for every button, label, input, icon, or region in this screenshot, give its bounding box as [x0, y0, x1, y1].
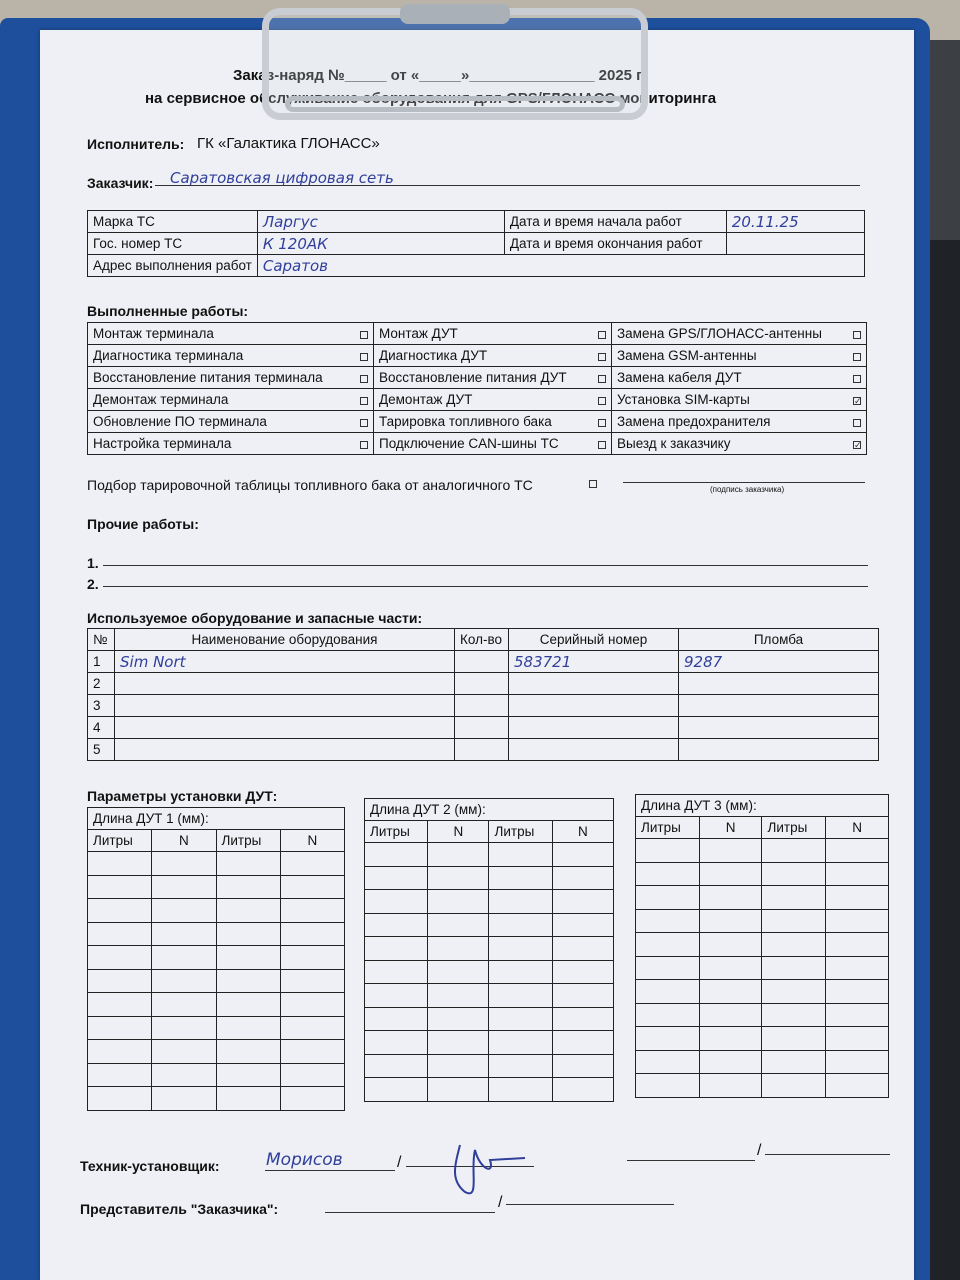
- dut-col-header: N: [826, 817, 889, 839]
- table-row: [365, 843, 614, 867]
- dut-cell[interactable]: [636, 1050, 700, 1074]
- work-item: Подключение CAN-шины ТС: [374, 433, 612, 455]
- dut-cell[interactable]: [365, 1078, 428, 1102]
- work-item: Монтаж терминала: [88, 323, 374, 345]
- dut-cell[interactable]: [280, 875, 344, 899]
- dut-cell[interactable]: [699, 909, 762, 933]
- dut-cell[interactable]: [280, 1016, 344, 1040]
- table-row: [88, 1087, 345, 1111]
- table-row: [365, 890, 614, 914]
- table-row: [88, 899, 345, 923]
- dut-cell[interactable]: [636, 933, 700, 957]
- table-row: [88, 1040, 345, 1064]
- dut-cell[interactable]: [762, 886, 826, 910]
- col-header: Пломба: [679, 629, 879, 651]
- dut-cell[interactable]: [552, 843, 613, 867]
- dut-cell[interactable]: [699, 1050, 762, 1074]
- table-row: [365, 1007, 614, 1031]
- dut-cell[interactable]: [280, 969, 344, 993]
- dut-col-header: Литры: [216, 830, 280, 852]
- checkbox[interactable]: [853, 375, 861, 383]
- work-item: Замена GSM-антенны: [612, 345, 867, 367]
- plate-value: К 120АК: [257, 233, 504, 255]
- dut-cell[interactable]: [636, 1027, 700, 1051]
- dut-cell[interactable]: [489, 1007, 552, 1031]
- table-row: [636, 862, 889, 886]
- dut-cell[interactable]: [88, 1087, 152, 1111]
- dut-cell[interactable]: [365, 937, 428, 961]
- dut-cell[interactable]: [826, 886, 889, 910]
- dut-cell[interactable]: [280, 946, 344, 970]
- dut-cell[interactable]: [552, 913, 613, 937]
- work-item: Замена кабеля ДУТ: [612, 367, 867, 389]
- dut-cell[interactable]: [762, 909, 826, 933]
- dut-cell[interactable]: [489, 960, 552, 984]
- dut-cell[interactable]: [88, 1040, 152, 1064]
- other-work-1-label: 1.: [87, 555, 99, 571]
- dut-cell[interactable]: [216, 899, 280, 923]
- work-item: Тарировка топливного бака: [374, 411, 612, 433]
- dut-cell[interactable]: [826, 980, 889, 1004]
- plate-label: Гос. номер ТС: [88, 233, 258, 255]
- checkbox[interactable]: [598, 375, 606, 383]
- dut-cell[interactable]: [280, 922, 344, 946]
- dut-col-header: Литры: [88, 830, 152, 852]
- dut-col-header: Литры: [489, 821, 552, 843]
- dut-cell[interactable]: [428, 913, 489, 937]
- work-item: Замена предохранителя: [612, 411, 867, 433]
- customer-label: Заказчик:: [87, 175, 154, 191]
- dut-caption: Длина ДУТ 2 (мм):: [365, 799, 614, 821]
- dut-cell[interactable]: [826, 862, 889, 886]
- dut-table-1: [87, 807, 345, 1111]
- table-row: [365, 1078, 614, 1102]
- dut-cell[interactable]: [216, 852, 280, 876]
- dut-cell[interactable]: [699, 1074, 762, 1098]
- table-row: [365, 866, 614, 890]
- dut-cell[interactable]: [280, 1063, 344, 1087]
- dut-cell[interactable]: [762, 839, 826, 863]
- dut-cell[interactable]: [699, 839, 762, 863]
- dut-col-header: Литры: [365, 821, 428, 843]
- checkbox[interactable]: [360, 419, 368, 427]
- technician-name: Морисов: [266, 1150, 343, 1170]
- dut-cell[interactable]: [489, 1054, 552, 1078]
- table-row: [365, 937, 614, 961]
- dut-cell[interactable]: [699, 886, 762, 910]
- technician-signature: [420, 1140, 540, 1200]
- dut-col-header: N: [280, 830, 344, 852]
- dut-cell[interactable]: [88, 1063, 152, 1087]
- table-row: [365, 1031, 614, 1055]
- dut-cell[interactable]: [365, 960, 428, 984]
- checkbox[interactable]: [598, 331, 606, 339]
- table-row: [636, 1003, 889, 1027]
- dut-cell[interactable]: [152, 1040, 216, 1064]
- dut-cell[interactable]: [152, 1063, 216, 1087]
- dut-cell[interactable]: [826, 1027, 889, 1051]
- executor-value: ГК «Галактика ГЛОНАСС»: [197, 135, 380, 152]
- dut-cell[interactable]: [826, 1003, 889, 1027]
- work-item: Восстановление питания терминала: [88, 367, 374, 389]
- dut-cell[interactable]: [152, 852, 216, 876]
- dut-cell[interactable]: [428, 1054, 489, 1078]
- dut-cell[interactable]: [762, 1003, 826, 1027]
- work-item: Выезд к заказчику ✓: [612, 433, 867, 455]
- checkbox[interactable]: [853, 353, 861, 361]
- clipboard-clip-handle: [285, 96, 625, 112]
- dut-cell[interactable]: [216, 1087, 280, 1111]
- dut-col-header: N: [428, 821, 489, 843]
- dut-cell[interactable]: [365, 1054, 428, 1078]
- dut-cell[interactable]: [428, 1078, 489, 1102]
- end-time-value: [726, 233, 864, 255]
- dut-cell[interactable]: [699, 862, 762, 886]
- works-title: Выполненные работы:: [87, 303, 249, 319]
- technician-label: Техник-установщик:: [80, 1158, 220, 1174]
- dut-cell[interactable]: [762, 956, 826, 980]
- dut-cell[interactable]: [216, 1063, 280, 1087]
- dut-cell[interactable]: [88, 899, 152, 923]
- form-title-line2: на сервисное обслуживание оборудования для GPS/ГЛОНАСС мониторинга: [145, 90, 717, 107]
- checkbox[interactable]: [598, 353, 606, 361]
- start-time-value: 20.11.25: [726, 211, 864, 233]
- dut-cell[interactable]: [365, 866, 428, 890]
- dut-cell[interactable]: [552, 890, 613, 914]
- calibration-checkbox[interactable]: [589, 480, 597, 488]
- dut-cell[interactable]: [280, 899, 344, 923]
- dut-caption: Длина ДУТ 3 (мм):: [636, 795, 889, 817]
- calibration-label: Подбор тарировочной таблицы топливного бака от аналогичного ТС: [87, 477, 533, 493]
- dut-cell[interactable]: [365, 1007, 428, 1031]
- dut-cell[interactable]: [636, 956, 700, 980]
- table-row: 3: [88, 695, 879, 717]
- table-row: 5: [88, 739, 879, 761]
- checkbox[interactable]: [853, 331, 861, 339]
- table-row: [365, 913, 614, 937]
- dut-cell[interactable]: [762, 933, 826, 957]
- vehicle-info-table: [87, 210, 865, 277]
- checkbox[interactable]: [360, 353, 368, 361]
- dut-cell[interactable]: [216, 922, 280, 946]
- dut-cell[interactable]: [826, 1074, 889, 1098]
- start-time-label: Дата и время начала работ: [504, 211, 726, 233]
- dut-cell[interactable]: [489, 890, 552, 914]
- works-table: [87, 322, 867, 455]
- address-label: Адрес выполнения работ: [88, 255, 258, 277]
- dut-cell[interactable]: [216, 875, 280, 899]
- dut-cell[interactable]: [552, 984, 613, 1008]
- table-row: [88, 946, 345, 970]
- dut-cell[interactable]: [280, 993, 344, 1017]
- checkbox[interactable]: [598, 441, 606, 449]
- work-item: Диагностика ДУТ: [374, 345, 612, 367]
- dut-cell[interactable]: [489, 937, 552, 961]
- dut-cell[interactable]: [636, 980, 700, 1004]
- dut-cell[interactable]: [826, 1050, 889, 1074]
- dut-cell[interactable]: [552, 866, 613, 890]
- dut-title: Параметры установки ДУТ:: [87, 788, 278, 804]
- dut-caption: Длина ДУТ 1 (мм):: [88, 808, 345, 830]
- work-item: Установка SIM-карты ✓: [612, 389, 867, 411]
- dut-cell[interactable]: [280, 852, 344, 876]
- dut-cell[interactable]: [365, 1031, 428, 1055]
- dut-cell[interactable]: [428, 890, 489, 914]
- dut-cell[interactable]: [280, 1087, 344, 1111]
- table-row: [365, 984, 614, 1008]
- work-item: Обновление ПО терминала: [88, 411, 374, 433]
- work-item: Настройка терминала: [88, 433, 374, 455]
- other-work-2-label: 2.: [87, 576, 99, 592]
- dut-col-header: N: [152, 830, 216, 852]
- order-form-sheet: Заказ-наряд №_____ от «_____»_______________ 2025 г. на сервисное обслуживание оборудования для GPS/ГЛОНАСС мониторинга Исполнитель: ГК «Галактика ГЛОНАСС» Заказчик: Саратовская цифровая сеть Марка ТС Ларгус Дата и время начала работ 20.11.25 Гос. номер ТС К 120АК Дата и время окончания работ Адрес выполнения работ Саратов Выполненные работы: Монтаж терминала Монтаж ДУТ Замена GPS/ГЛОНАСС-антенны Диагностика терминала Диагностика ДУТ Замена GSM-антенны Восстановление питания терминала Восстановление питания ДУТ Замена кабеля ДУТ Демонтаж терминала Демонтаж ДУТ Установка SIM-карты ✓ Обновление ПО терминала Тарировка топливного бака Замена предохранителя Настройка терминала Подключение CAN-шины ТС Выезд к заказчику ✓ Подбор тарировочной таблицы топливного бака от аналогичного ТС (подпись заказчика) Прочие работы: 1. 2. Используемое оборудование и запасные части: № Наименование оборудования Кол-во Серийный номер Пломба 1 Sim Nort 583721 9287 2 3 4 5 Параметры установки ДУТ: Длина ДУТ 1 (мм): Литры N Литры N Длина ДУТ 2 (мм): Литры N Литры N Длина ДУТ 3 (мм): Литры N Литры N Техник-установщик: Морисов / / Представитель "Заказчика": /: [40, 30, 914, 1280]
- work-item: Демонтаж ДУТ: [374, 389, 612, 411]
- dut-cell[interactable]: [152, 946, 216, 970]
- work-item: Восстановление питания ДУТ: [374, 367, 612, 389]
- dut-cell[interactable]: [552, 937, 613, 961]
- dut-cell[interactable]: [152, 922, 216, 946]
- table-row: [636, 886, 889, 910]
- table-row: [636, 1050, 889, 1074]
- table-row: [636, 980, 889, 1004]
- end-time-label: Дата и время окончания работ: [504, 233, 726, 255]
- checkbox-checked[interactable]: ✓: [854, 396, 862, 406]
- table-row: 2: [88, 673, 879, 695]
- dut-cell[interactable]: [489, 866, 552, 890]
- dut-cell[interactable]: [88, 875, 152, 899]
- dut-col-header: N: [552, 821, 613, 843]
- dut-cell[interactable]: [552, 960, 613, 984]
- clipboard-clip-hinge: [400, 4, 510, 24]
- work-item: Демонтаж терминала: [88, 389, 374, 411]
- dut-table-2: [364, 798, 614, 1102]
- dut-table-3: [635, 794, 889, 1098]
- dut-cell[interactable]: [152, 875, 216, 899]
- dut-cell[interactable]: [88, 1016, 152, 1040]
- col-header: Серийный номер: [509, 629, 679, 651]
- equipment-table: [87, 628, 879, 761]
- dut-cell[interactable]: [428, 866, 489, 890]
- checkbox[interactable]: [360, 331, 368, 339]
- dut-cell[interactable]: [636, 862, 700, 886]
- table-row: [88, 969, 345, 993]
- dut-cell[interactable]: [552, 1031, 613, 1055]
- dut-cell[interactable]: [636, 886, 700, 910]
- dut-cell[interactable]: [428, 843, 489, 867]
- dut-cell[interactable]: [489, 1031, 552, 1055]
- dut-cell[interactable]: [552, 1078, 613, 1102]
- table-row: [365, 1054, 614, 1078]
- table-row: [636, 1027, 889, 1051]
- dut-cell[interactable]: [88, 993, 152, 1017]
- customer-rep-label: Представитель "Заказчика":: [80, 1201, 279, 1217]
- dut-cell[interactable]: [636, 839, 700, 863]
- executor-label: Исполнитель:: [87, 136, 185, 152]
- dut-cell[interactable]: [826, 909, 889, 933]
- table-row: [636, 933, 889, 957]
- brand-value: Ларгус: [257, 211, 504, 233]
- dut-cell[interactable]: [762, 1027, 826, 1051]
- dut-col-header: Литры: [762, 817, 826, 839]
- table-row: [88, 1063, 345, 1087]
- dut-cell[interactable]: [428, 1007, 489, 1031]
- checkbox[interactable]: [360, 375, 368, 383]
- dut-cell[interactable]: [762, 1050, 826, 1074]
- table-row: [88, 875, 345, 899]
- table-row: [636, 1074, 889, 1098]
- dut-cell[interactable]: [152, 969, 216, 993]
- checkbox[interactable]: [360, 397, 368, 405]
- dut-cell[interactable]: [365, 984, 428, 1008]
- table-row: 4: [88, 717, 879, 739]
- brand-label: Марка ТС: [88, 211, 258, 233]
- dut-cell[interactable]: [216, 946, 280, 970]
- dut-cell[interactable]: [152, 1087, 216, 1111]
- table-row: [636, 956, 889, 980]
- dut-cell[interactable]: [152, 899, 216, 923]
- dut-cell[interactable]: [489, 1078, 552, 1102]
- col-header: Наименование оборудования: [115, 629, 455, 651]
- dut-cell[interactable]: [762, 862, 826, 886]
- col-header: №: [88, 629, 115, 651]
- checkbox[interactable]: [360, 441, 368, 449]
- dut-cell[interactable]: [699, 980, 762, 1004]
- dut-cell[interactable]: [88, 969, 152, 993]
- dut-cell[interactable]: [699, 956, 762, 980]
- dut-cell[interactable]: [826, 839, 889, 863]
- dut-cell[interactable]: [152, 993, 216, 1017]
- customer-sign-caption: (подпись заказчика): [710, 485, 785, 494]
- dut-cell[interactable]: [762, 1074, 826, 1098]
- dut-cell[interactable]: [216, 969, 280, 993]
- dut-cell[interactable]: [489, 843, 552, 867]
- customer-value: Саратовская цифровая сеть: [170, 169, 394, 187]
- dut-cell[interactable]: [699, 1027, 762, 1051]
- other-works-title: Прочие работы:: [87, 516, 199, 532]
- work-item: Монтаж ДУТ: [374, 323, 612, 345]
- dut-cell[interactable]: [216, 1016, 280, 1040]
- dut-cell[interactable]: [365, 913, 428, 937]
- dut-cell[interactable]: [489, 984, 552, 1008]
- dut-cell[interactable]: [636, 1003, 700, 1027]
- table-row: [88, 993, 345, 1017]
- checkbox[interactable]: [853, 419, 861, 427]
- dut-cell[interactable]: [699, 933, 762, 957]
- dut-cell[interactable]: [428, 960, 489, 984]
- dut-cell[interactable]: [428, 937, 489, 961]
- checkbox[interactable]: [598, 419, 606, 427]
- dut-cell[interactable]: [365, 890, 428, 914]
- dut-cell[interactable]: [88, 946, 152, 970]
- dut-cell[interactable]: [826, 956, 889, 980]
- dut-cell[interactable]: [428, 984, 489, 1008]
- checkbox-checked[interactable]: ✓: [854, 440, 862, 450]
- dut-cell[interactable]: [216, 1040, 280, 1064]
- dut-cell[interactable]: [88, 852, 152, 876]
- col-header: Кол-во: [455, 629, 509, 651]
- dut-cell[interactable]: [152, 1016, 216, 1040]
- table-row: [365, 960, 614, 984]
- table-row: [88, 1016, 345, 1040]
- table-row: [88, 852, 345, 876]
- dut-cell[interactable]: [636, 1074, 700, 1098]
- dut-cell[interactable]: [762, 980, 826, 1004]
- dut-cell[interactable]: [216, 993, 280, 1017]
- dut-cell[interactable]: [489, 913, 552, 937]
- address-value: Саратов: [257, 255, 864, 277]
- dut-cell[interactable]: [365, 843, 428, 867]
- equipment-title: Используемое оборудование и запасные части:: [87, 610, 423, 626]
- dut-col-header: Литры: [636, 817, 700, 839]
- table-row: [88, 922, 345, 946]
- dut-cell[interactable]: [552, 1007, 613, 1031]
- work-item: Диагностика терминала: [88, 345, 374, 367]
- table-row: [636, 839, 889, 863]
- dut-cell[interactable]: [88, 922, 152, 946]
- dut-col-header: N: [699, 817, 762, 839]
- checkbox[interactable]: [598, 397, 606, 405]
- form-title-line1: Заказ-наряд №_____ от «_____»_______________ 2025 г.: [233, 67, 646, 84]
- table-row: 1 Sim Nort 583721 9287: [88, 651, 879, 673]
- dut-cell[interactable]: [280, 1040, 344, 1064]
- dut-cell[interactable]: [428, 1031, 489, 1055]
- dut-cell[interactable]: [699, 1003, 762, 1027]
- dut-cell[interactable]: [826, 933, 889, 957]
- work-item: Замена GPS/ГЛОНАСС-антенны: [612, 323, 867, 345]
- dut-cell[interactable]: [552, 1054, 613, 1078]
- dut-cell[interactable]: [636, 909, 700, 933]
- table-row: [636, 909, 889, 933]
